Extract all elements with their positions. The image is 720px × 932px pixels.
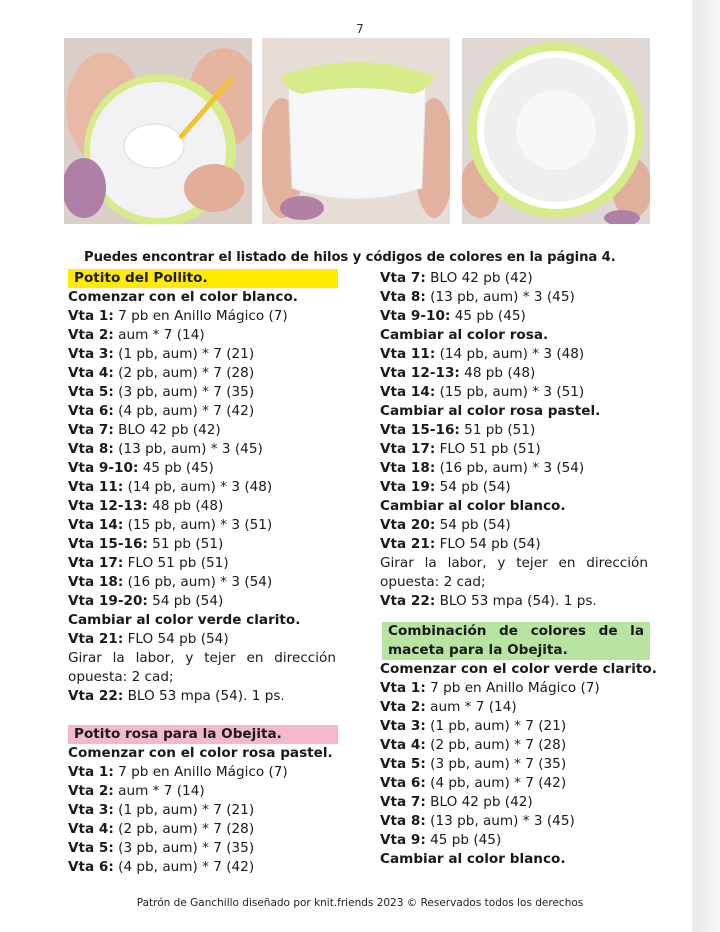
- round-label: Vta 4:: [68, 821, 114, 837]
- round-line: [68, 421, 368, 440]
- round-line: [68, 440, 368, 459]
- round-instruction: (4 pb, aum) * 7 (42): [113, 403, 255, 419]
- start-color-white: Comenzar con el color blanco.: [68, 289, 298, 305]
- photo-cup-top-view: [462, 38, 650, 224]
- start-color-pink: Comenzar con el color rosa pastel.: [68, 745, 333, 761]
- round-label: Vta 4:: [380, 737, 426, 753]
- round-line: [68, 858, 368, 877]
- change-color-rosa-pastel: Cambiar al color rosa pastel.: [380, 403, 601, 419]
- round-line: [380, 717, 656, 736]
- round-line: [68, 592, 368, 611]
- round-label: Vta 1:: [380, 680, 426, 696]
- section-title-obejita: Potito rosa para la Obejita.: [68, 725, 338, 744]
- round-line: [68, 554, 368, 573]
- round-line: [380, 269, 656, 288]
- round-instruction: BLO 42 pb (42): [113, 422, 221, 438]
- round-instruction: 54 pb (54): [435, 479, 511, 495]
- round-line: [68, 307, 368, 326]
- round-line: [380, 307, 656, 326]
- round-instruction: 51 pb (51): [147, 536, 224, 552]
- round-label: Vta 14:: [380, 384, 436, 400]
- round-instruction: (14 pb, aum) * 3 (48): [123, 479, 273, 495]
- round-label: Vta 17:: [68, 555, 124, 571]
- round-label: Vta 9-10:: [380, 308, 451, 324]
- round-label: Vta 2:: [380, 699, 426, 715]
- change-color-blanco: Cambiar al color blanco.: [380, 498, 566, 514]
- round-label: Vta 17:: [380, 441, 436, 457]
- round-label: Vta 11:: [380, 346, 436, 362]
- round-label: Vta 15-16:: [380, 422, 460, 438]
- round-line: [380, 421, 656, 440]
- round-label: Vta 12-13:: [68, 498, 148, 514]
- round-label: Vta 7:: [380, 794, 426, 810]
- round-instruction: aum * 7 (14): [113, 327, 205, 343]
- round-instruction: (13 pb, aum) * 3 (45): [113, 441, 263, 457]
- round-line: [380, 736, 656, 755]
- round-instruction: (1 pb, aum) * 7 (21): [113, 802, 255, 818]
- round-label: Vta 6:: [68, 403, 114, 419]
- round-label: Vta 14:: [68, 517, 124, 533]
- round-label: Vta 3:: [68, 802, 114, 818]
- round-label: Vta 8:: [380, 813, 426, 829]
- round-instruction: 48 pb (48): [147, 498, 224, 514]
- round-line: Vta 22: BLO 53 mpa (54). 1 ps.: [380, 593, 597, 609]
- round-label: Vta 3:: [380, 718, 426, 734]
- round-line: [68, 516, 368, 535]
- round-line: [380, 679, 656, 698]
- round-label: Vta 2:: [68, 327, 114, 343]
- round-label: Vta 6:: [68, 859, 114, 875]
- round-line: [68, 820, 368, 839]
- round-instruction: (16 pb, aum) * 3 (54): [123, 574, 273, 590]
- round-line: [68, 573, 368, 592]
- round-label: Vta 19-20:: [68, 593, 148, 609]
- round-label: Vta 21:: [380, 536, 436, 552]
- round-label: Vta 20:: [380, 517, 436, 533]
- page-number: 7: [356, 22, 364, 36]
- right-column: [380, 269, 656, 869]
- round-line: [380, 831, 656, 850]
- round-instruction: 7 pb en Anillo Mágico (7): [113, 764, 288, 780]
- round-instruction: FLO 54 pb (54): [435, 536, 541, 552]
- round-instruction: (3 pb, aum) * 7 (35): [113, 384, 255, 400]
- turn-instruction-cont: opuesta: 2 cad;: [380, 574, 486, 590]
- round-label: Vta 9:: [380, 832, 426, 848]
- turn-instruction: Girar la labor, y tejer en dirección: [380, 555, 648, 571]
- change-color-white-final: Cambiar al color blanco.: [380, 851, 566, 867]
- round-label: Vta 5:: [380, 756, 426, 772]
- round-instruction: 7 pb en Anillo Mágico (7): [425, 680, 600, 696]
- round-label: Vta 4:: [68, 365, 114, 381]
- round-label: Vta 18:: [380, 460, 436, 476]
- left-column: [68, 269, 368, 877]
- round-line: [380, 774, 656, 793]
- round-line: [68, 497, 368, 516]
- round-label: Vta 1:: [68, 764, 114, 780]
- round-label: Vta 18:: [68, 574, 124, 590]
- round-instruction: 54 pb (54): [435, 517, 511, 533]
- round-label: Vta 2:: [68, 783, 114, 799]
- round-instruction: 45 pb (45): [138, 460, 214, 476]
- round-line: [68, 364, 368, 383]
- round-instruction: (4 pb, aum) * 7 (42): [113, 859, 255, 875]
- round-label: Vta 1:: [68, 308, 114, 324]
- round-label: Vta 6:: [380, 775, 426, 791]
- round-instruction: (2 pb, aum) * 7 (28): [113, 821, 255, 837]
- round-line: [380, 345, 656, 364]
- round-label: Vta 8:: [380, 289, 426, 305]
- round-line: [68, 326, 368, 345]
- round-line: [68, 402, 368, 421]
- round-instruction: 45 pb (45): [450, 308, 526, 324]
- round-instruction: FLO 51 pb (51): [435, 441, 541, 457]
- round-instruction: (3 pb, aum) * 7 (35): [113, 840, 255, 856]
- round-line: [68, 383, 368, 402]
- round-label: Vta 9-10:: [68, 460, 139, 476]
- round-label: Vta 5:: [68, 840, 114, 856]
- round-line: [380, 812, 656, 831]
- change-color-rosa: Cambiar al color rosa.: [380, 327, 549, 343]
- photo-crochet-in-progress: [64, 38, 252, 224]
- round-label: Vta 7:: [68, 422, 114, 438]
- start-color-green: Comenzar con el color verde clarito.: [380, 661, 657, 677]
- round-line: [68, 478, 368, 497]
- round-instruction: (14 pb, aum) * 3 (48): [435, 346, 585, 362]
- round-instruction: (15 pb, aum) * 3 (51): [123, 517, 273, 533]
- round-line: [380, 535, 656, 554]
- round-instruction: (1 pb, aum) * 7 (21): [425, 718, 567, 734]
- section-title-combo: Combinación de colores de la maceta para la Obejita.: [382, 622, 650, 660]
- change-color-green: Cambiar al color verde clarito.: [68, 612, 301, 628]
- round-instruction: (3 pb, aum) * 7 (35): [425, 756, 567, 772]
- round-label: Vta 8:: [68, 441, 114, 457]
- round-label: Vta 3:: [68, 346, 114, 362]
- round-instruction: FLO 51 pb (51): [123, 555, 229, 571]
- footer-copyright: Patrón de Ganchillo diseñado por knit.friends 2023 © Reservados todos los derechos: [136, 897, 584, 909]
- round-line: [380, 478, 656, 497]
- round-instruction: 7 pb en Anillo Mágico (7): [113, 308, 288, 324]
- round-label: Vta 5:: [68, 384, 114, 400]
- round-line: [380, 793, 656, 812]
- yarn-list-note: Puedes encontrar el listado de hilos y códigos de colores en la página 4.: [84, 250, 616, 265]
- round-label: Vta 15-16:: [68, 536, 148, 552]
- round-line: [380, 383, 656, 402]
- round-line: [380, 698, 656, 717]
- round-line: [68, 345, 368, 364]
- round-instruction: BLO 42 pb (42): [425, 794, 533, 810]
- turn-instruction-cont: opuesta: 2 cad;: [68, 669, 174, 685]
- round-instruction: 54 pb (54): [147, 593, 224, 609]
- round-line: [380, 288, 656, 307]
- round-instruction: (15 pb, aum) * 3 (51): [435, 384, 585, 400]
- round-label: Vta 11:: [68, 479, 124, 495]
- round-instruction: aum * 7 (14): [425, 699, 517, 715]
- section-title-pollito: Potito del Pollito.: [68, 269, 338, 288]
- round-instruction: (16 pb, aum) * 3 (54): [435, 460, 585, 476]
- round-instruction: aum * 7 (14): [113, 783, 205, 799]
- round-line: Vta 21: FLO 54 pb (54): [68, 631, 229, 647]
- round-instruction: (1 pb, aum) * 7 (21): [113, 346, 255, 362]
- round-line: [380, 516, 656, 535]
- round-instruction: (4 pb, aum) * 7 (42): [425, 775, 567, 791]
- round-instruction: (2 pb, aum) * 7 (28): [113, 365, 255, 381]
- round-line: [380, 755, 656, 774]
- round-label: Vta 7:: [380, 270, 426, 286]
- round-line: [68, 839, 368, 858]
- round-line: [68, 763, 368, 782]
- round-line: Vta 22: BLO 53 mpa (54). 1 ps.: [68, 688, 285, 704]
- round-line: [380, 364, 656, 383]
- round-instruction: (13 pb, aum) * 3 (45): [425, 813, 575, 829]
- round-line: [68, 535, 368, 554]
- round-line: [68, 782, 368, 801]
- photo-white-cup: [262, 38, 450, 224]
- round-instruction: 51 pb (51): [459, 422, 536, 438]
- page-edge: [692, 0, 720, 932]
- turn-instruction: Girar la labor, y tejer en dirección: [68, 650, 336, 666]
- round-instruction: 48 pb (48): [459, 365, 536, 381]
- round-line: [380, 440, 656, 459]
- round-instruction: 45 pb (45): [425, 832, 502, 848]
- round-label: Vta 12-13:: [380, 365, 460, 381]
- round-line: [68, 801, 368, 820]
- round-instruction: (13 pb, aum) * 3 (45): [425, 289, 575, 305]
- round-line: [68, 459, 368, 478]
- round-instruction: (2 pb, aum) * 7 (28): [425, 737, 567, 753]
- round-label: Vta 19:: [380, 479, 436, 495]
- round-instruction: BLO 42 pb (42): [425, 270, 533, 286]
- round-line: [380, 459, 656, 478]
